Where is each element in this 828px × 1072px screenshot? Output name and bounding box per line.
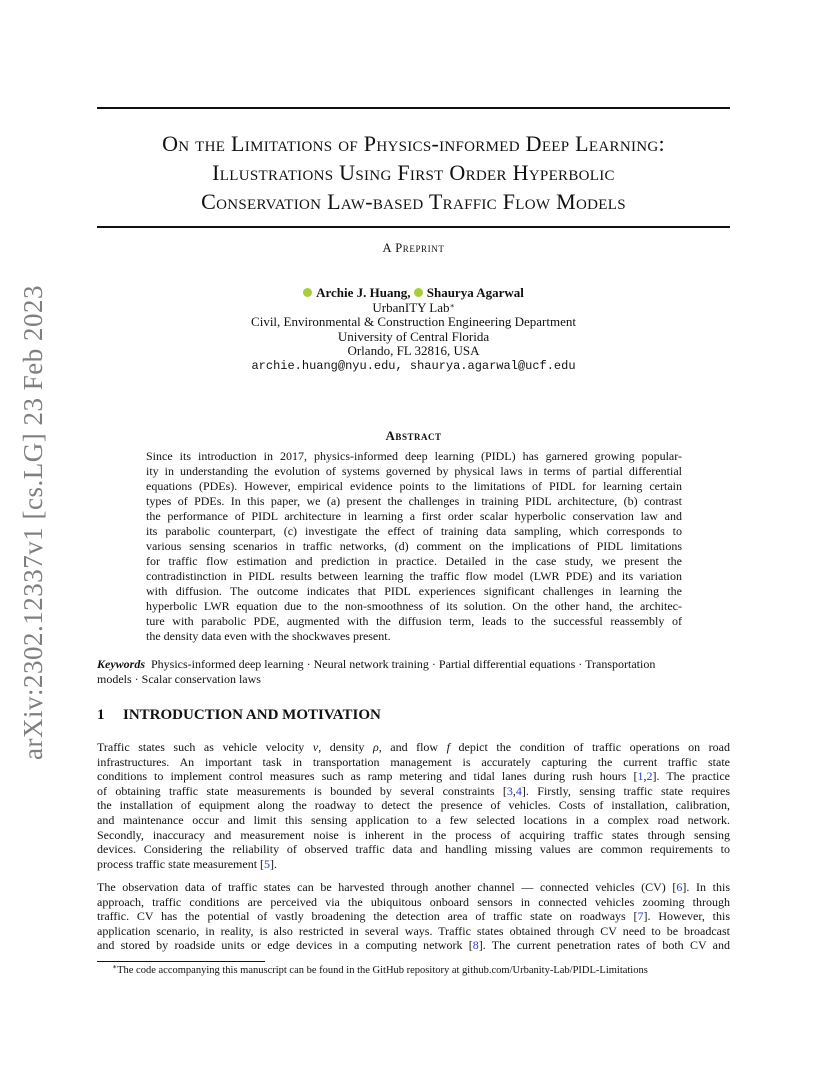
author-1: Archie J. Huang	[316, 285, 408, 300]
arxiv-identifier-stamp: arXiv:2302.12337v1 [cs.LG] 23 Feb 2023	[18, 285, 48, 760]
math-velocity: v	[312, 740, 319, 754]
paragraph-line: The observation data of traffic states can be harvested through another channel — connected vehicles (CV) [6]. In this	[97, 880, 730, 894]
title-line-3: Conservation Law-based Traffic Flow Models	[201, 189, 626, 214]
abstract-line: with diffusion. The outcome indicates that PIDL experiences significant challenges in learning the	[146, 584, 682, 598]
author-lab: UrbanITY Lab∗	[372, 299, 455, 315]
abstract-line: ity in understanding the evolution of systems governed by physical laws in terms of partial differential	[146, 464, 682, 478]
paragraph-line: process traffic state measurement [5].	[97, 856, 278, 871]
keywords-label: Keywords	[97, 657, 145, 671]
abstract-body	[146, 449, 682, 644]
keywords-line-2: models · Scalar conservation laws	[97, 672, 261, 686]
paragraph-line: application scenario, in reality, is also restricted in several ways. Traffic states obtained through CV need to be broadcast	[97, 923, 730, 938]
abstract-line: for traffic flow estimation and prediction in practice. Detailed in the case study, we present the	[146, 554, 682, 568]
keywords	[97, 657, 730, 687]
citation-link[interactable]: 3	[506, 783, 513, 798]
paragraph-line: infrastructures. An important task in transportation management is accurately capturing the current traffic state	[97, 754, 730, 769]
section-heading	[97, 707, 730, 724]
paper-title	[97, 129, 730, 216]
citation-link[interactable]: 8	[472, 938, 479, 953]
paragraph-line: traffic. CV has the potential of vastly broadening the detection area of traffic state on roadways [7]. However, this	[97, 909, 730, 924]
footnote	[97, 964, 737, 977]
citation-link[interactable]: 2	[646, 769, 653, 784]
citation-link[interactable]: 1	[637, 769, 644, 784]
footnote-text: The code accompanying this manuscript can be found in the GitHub repository at github.com/Urbanity-Lab/PIDL-Limitations	[117, 965, 648, 976]
abstract-line: equations (PDEs). However, empirical evidence points to the limitations of PIDL for learning certain	[146, 479, 682, 493]
section-title-text: INTRODUCTION AND MOTIVATION	[123, 707, 381, 723]
abstract-line: contradistinction in PIDL results between learning the traffic flow model (LWR PDE) and its variation	[146, 569, 682, 583]
abstract-line: Since its introduction in 2017, physics-informed deep learning (PIDL) has garnered growing popular-	[146, 449, 682, 463]
abstract-line: hyperbolic LWR equation due to the non-smoothness of its solution. On the other hand, the architec-	[146, 599, 682, 613]
abstract-line: the density data even with the shockwaves present.	[146, 629, 391, 643]
abstract-line: ture with parabolic PDE, augmented with the diffusion term, leads to the successful reassembly of	[146, 614, 682, 628]
author-names: Archie J. Huang, Shaurya Agarwal	[97, 286, 730, 301]
abstract-heading: Abstract	[385, 428, 442, 443]
math-flow: f	[446, 740, 450, 754]
abstract-line: types of PDEs. In this paper, we (a) present the challenges in training PIDL architecture, (b) contrast	[146, 494, 682, 508]
paragraph-line: and maintenance occur and limit this sensing application to a few selected locations in a complex road network.	[97, 812, 730, 827]
section-number: 1	[97, 707, 105, 723]
lab-footnote-mark[interactable]: ∗	[449, 300, 455, 310]
title-bottom-rule	[97, 226, 730, 228]
author-2: Shaurya Agarwal	[426, 285, 524, 300]
title-line-2: Illustrations Using First Order Hyperbolic	[212, 160, 615, 185]
preprint-label: A Preprint	[382, 241, 445, 255]
title-line-1: On the Limitations of Physics-informed Deep Learning:	[162, 131, 665, 156]
paragraph-line: conditions to implement control measures such as ramp metering and tidal lanes during rush hours [1,2]. The practice	[97, 769, 731, 784]
author-emails: archie.huang@nyu.edu, shaurya.agarwal@ucf.edu	[251, 358, 576, 373]
citation-link[interactable]: 7	[637, 909, 644, 924]
abstract-line: the performance of PIDL architecture in learning a first order scalar hyperbolic conservation law and	[146, 509, 682, 523]
citation-link[interactable]: 4	[515, 783, 522, 798]
footnote-mark: ∗	[112, 962, 118, 971]
paragraph-line: the installation of equipment along the roadway to detect the presence of vehicles. Costs of installation, calibration,	[97, 798, 730, 813]
citation-link[interactable]: 6	[676, 880, 683, 894]
paragraph-line: approach, traffic conditions are perceived via the ubiquitous onboard sensors in connected vehicles zooming through	[97, 894, 730, 909]
paragraph-line: and stored by roadside units or edge devices in a computing network [8]. The current penetration rates of both CV and	[97, 938, 730, 953]
paragraph-line: Secondly, inaccuracy and measurement noise is inherent in the process of acquiring traffic states through sensing	[97, 827, 730, 842]
author-department: Civil, Environmental & Construction Engineering Department	[251, 314, 576, 330]
orcid-icon[interactable]	[414, 288, 423, 297]
author-university: University of Central Florida	[337, 328, 490, 344]
author-block	[97, 286, 730, 374]
title-top-rule	[97, 107, 730, 109]
footnote-rule	[97, 961, 265, 962]
citation-link[interactable]: 5	[264, 856, 271, 871]
math-density: ρ	[372, 740, 379, 754]
author-location: Orlando, FL 32816, USA	[347, 343, 480, 359]
keywords-line-1: Physics-informed deep learning · Neural network training · Partial differential equations · Transportation	[151, 657, 656, 671]
paragraph-line: devices. Considering the reliability of observed traffic data and handling missing values are common requirements to	[97, 842, 730, 857]
intro-paragraph-1	[97, 740, 730, 871]
abstract-line: its parabolic counterpart, (c) investigate the effect of training data sampling, which corresponds to	[146, 524, 682, 538]
paragraph-line: Traffic states such as vehicle velocity v, density ρ, and flow f depict the condition of traffic operations on road	[97, 740, 730, 754]
intro-paragraph-2	[97, 880, 730, 953]
abstract-line: various sensing scenarios in traffic networks, (d) comment on the implications of PIDL limitations	[146, 539, 682, 553]
paragraph-line: of obtaining traffic state measurements is bounded by several constraints [3,4]. Firstly, sensing traffic state requires	[97, 783, 730, 798]
orcid-icon[interactable]	[303, 288, 312, 297]
